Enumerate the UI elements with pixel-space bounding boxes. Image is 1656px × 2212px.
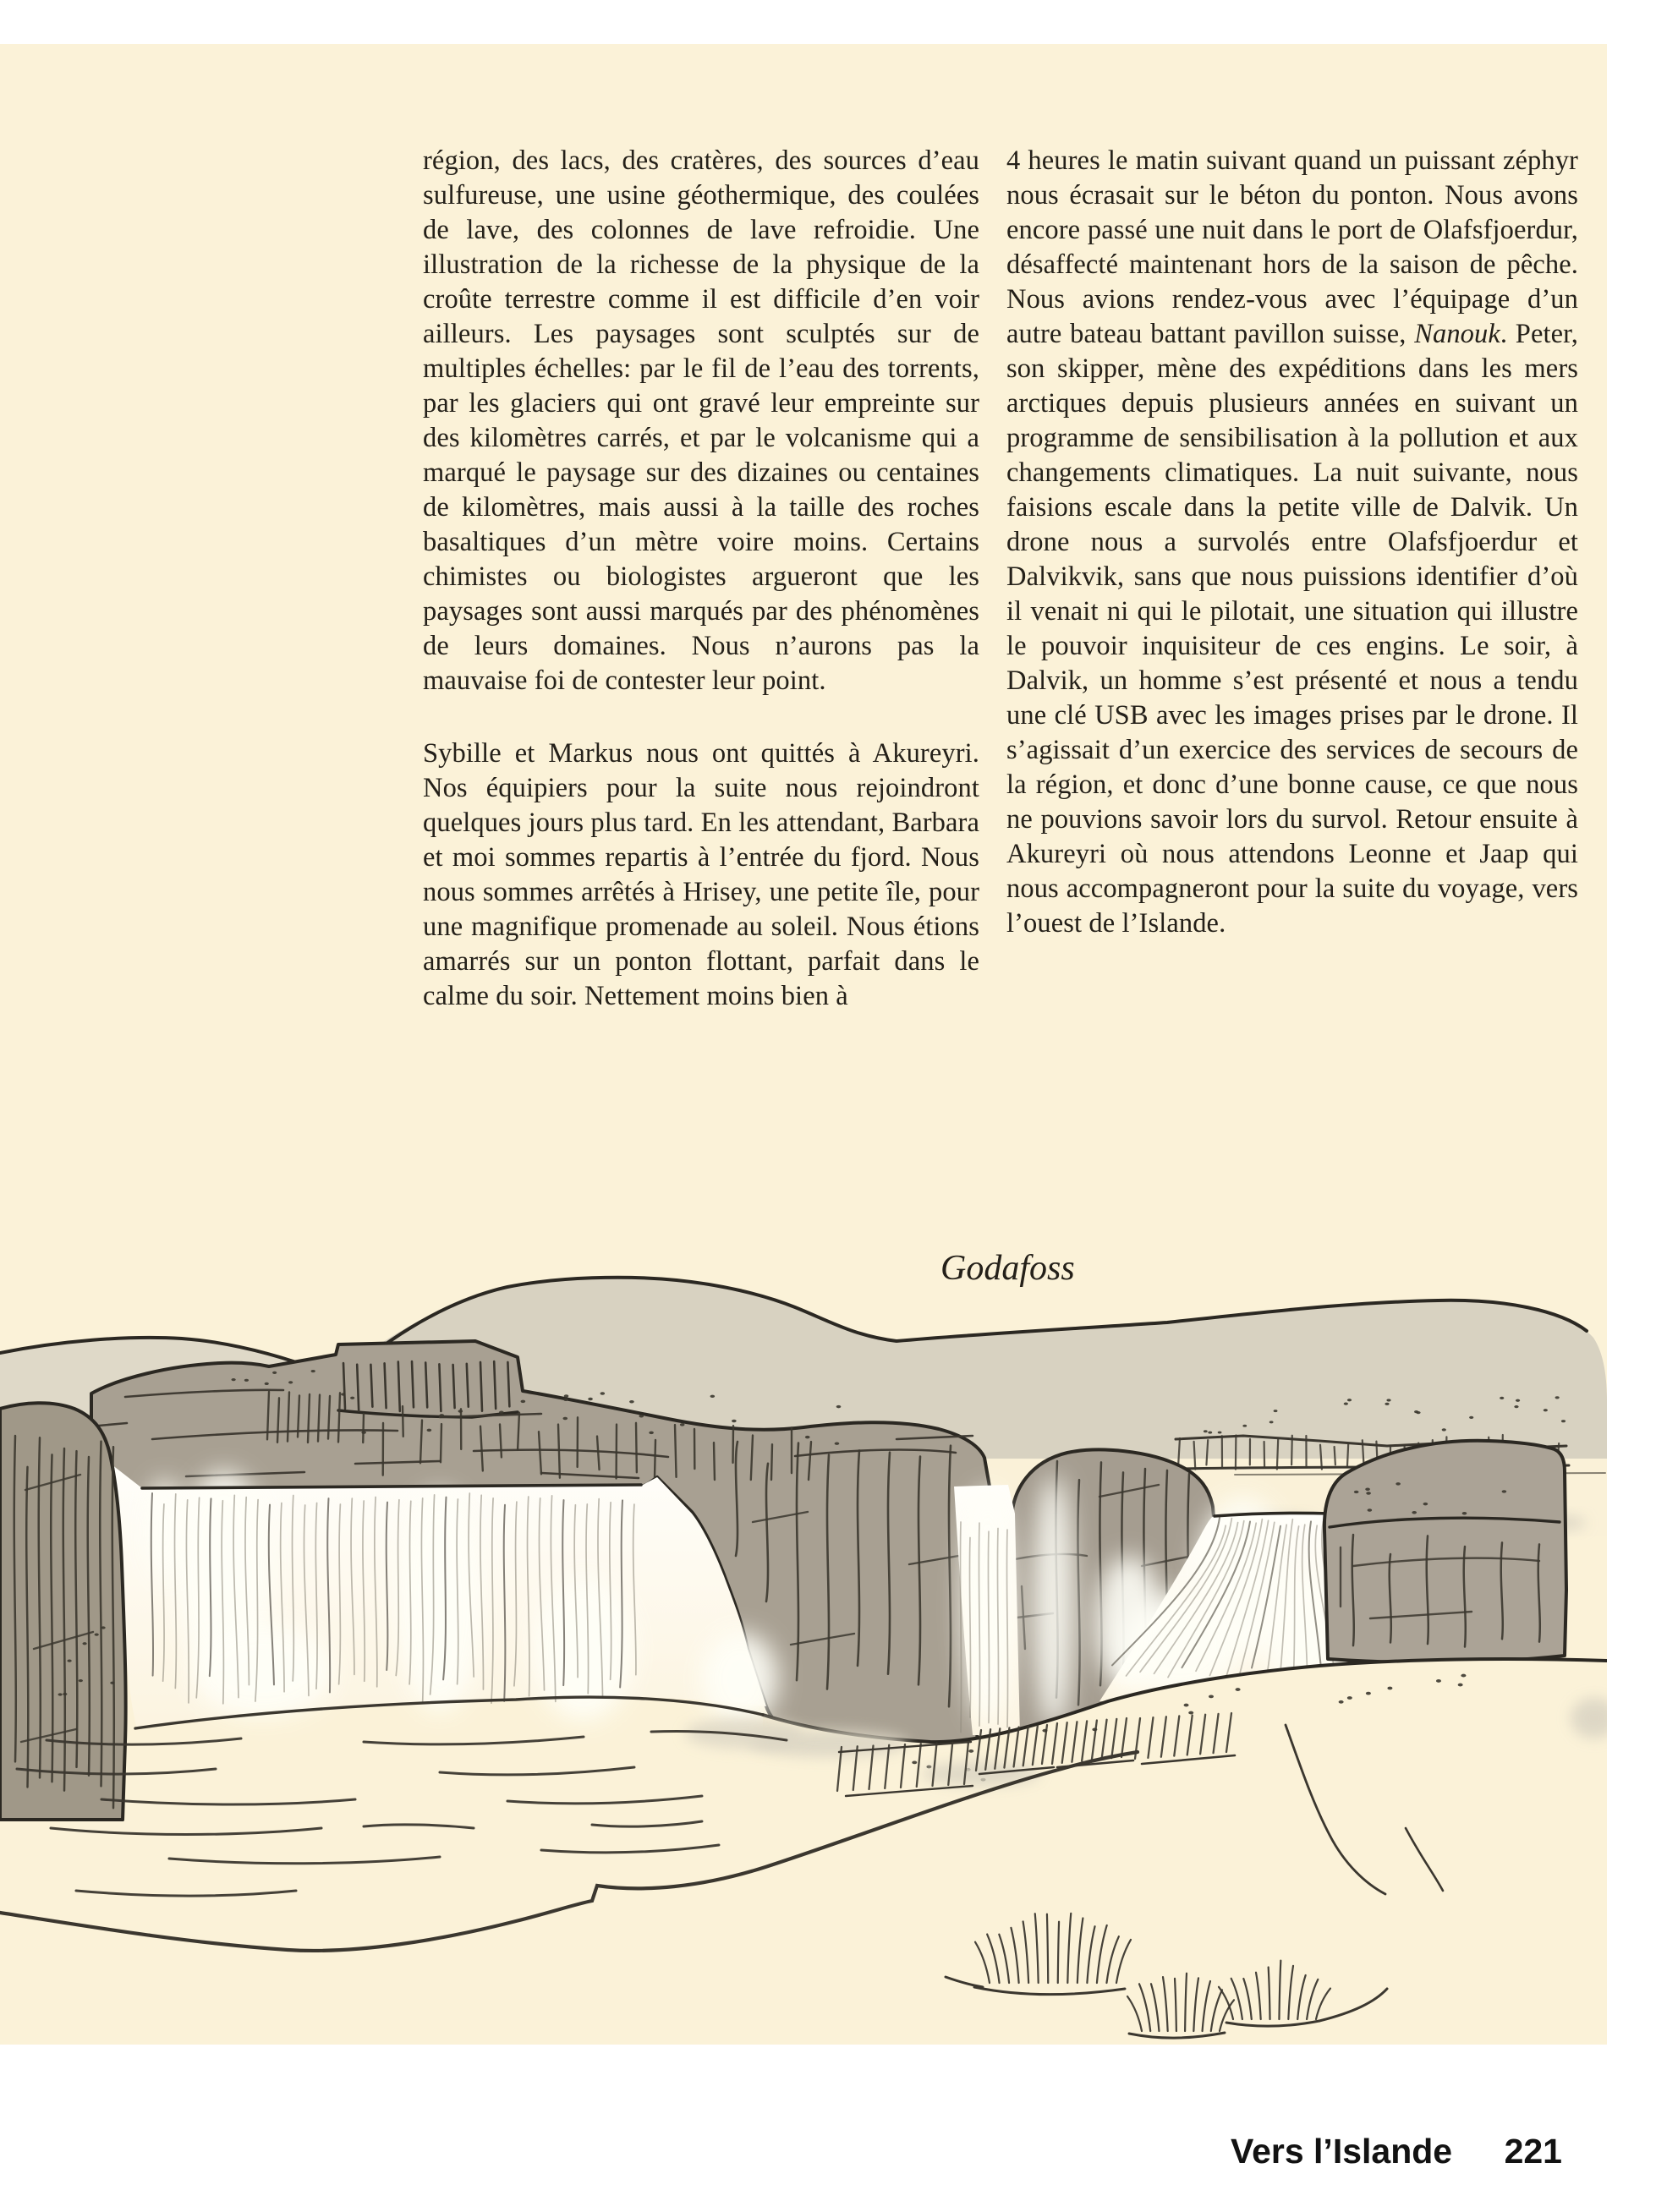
paragraph: Sybille et Markus nous ont quittés à Akureyri. Nos équipiers pour la suite nous rejoindront quelques jours plus tard. En les attendant, Barbara et moi sommes repartis à l’entrée du fjord. Nous nous sommes arrêtés à Hrisey, une petite île, pour une magnifique promenade au soleil. Nous étions amarrés sur un ponton flottant, parfait dans le calme du soir. Nettement moins bien à <box>423 738 979 1011</box>
godafoss-illustration <box>0 1260 1607 2045</box>
boat-name: Nanouk <box>1414 319 1500 349</box>
paper-background <box>0 44 1607 2045</box>
paragraph <box>1006 144 1578 941</box>
running-title: Vers l’Islande <box>1231 2132 1453 2171</box>
paragraph: région, des lacs, des cratères, des sources d’eau sulfureuse, une usine géothermique, des coulées de lave, des colonnes de lave refroidie. Une illustration de la richesse de la physique de la croûte terrestre comme il est difficile d’en voir ailleurs. Les paysages sont sculptés sur de multiples échelles: par le fil de l’eau des torrents, par les glaciers qui ont gravé leur empreinte sur des kilomètres carrés, et par le volcanisme qui a marqué le paysage sur des dizaines ou centaines de kilomètres, mais aussi à la taille des roches basaltiques d’un mètre voire moins. Certains chimistes ou biologistes argueront que les paysages sont aussi marqués par des phénomènes de leurs domaines. Nous n’aurons pas la mauvaise foi de contester leur point. <box>423 145 979 696</box>
right-rock <box>1324 1441 1566 1662</box>
text-column-right <box>1006 144 1578 979</box>
paragraph-text: 4 heures le matin suivant quand un puissant zéphyr nous écrasait sur le béton du ponton. Nous avons encore passé une nuit dans le port de Olafsfjoerdur, désaffecté maintenant hors de la saison de pêche. Nous avions rendez-vous avec l’équipage d’un autre bateau battant pavillon suisse, <box>1006 145 1578 349</box>
text-column-left <box>423 144 979 1052</box>
page-number: 221 <box>1504 2132 1562 2171</box>
paragraph-text: . Peter, son skipper, mène des expéditions dans les mers arctiques depuis plusieurs années en suivant un programme de sensibilisation à la pollution et aux changements climatiques. La nuit suivante, nous faisions escale dans la petite ville de Dalvik. Un drone nous a survolés entre Olafsfjoerdur et Dalvikvik, sans que nous puissions identifier d’où il venait ni qui le pilotait, une situation qui illustre le pouvoir inquisiteur de ces engins. Le soir, à Dalvik, un homme s’est présenté et nous a tendu une clé USB avec les images prises par le drone. Il s’agissait d’un exercice des services de secours de la région, et donc d’une bonne cause, ce que nous ne pouvions savoir lors du survol. Retour ensuite à Akureyri où nous attendons Leonne et Jaap qui nous accompagneront pour la suite du voyage, vers l’ouest de l’Islande. <box>1006 319 1578 939</box>
illustration-caption: Godafoss <box>940 1249 1075 1288</box>
page-footer <box>1231 2132 1562 2171</box>
